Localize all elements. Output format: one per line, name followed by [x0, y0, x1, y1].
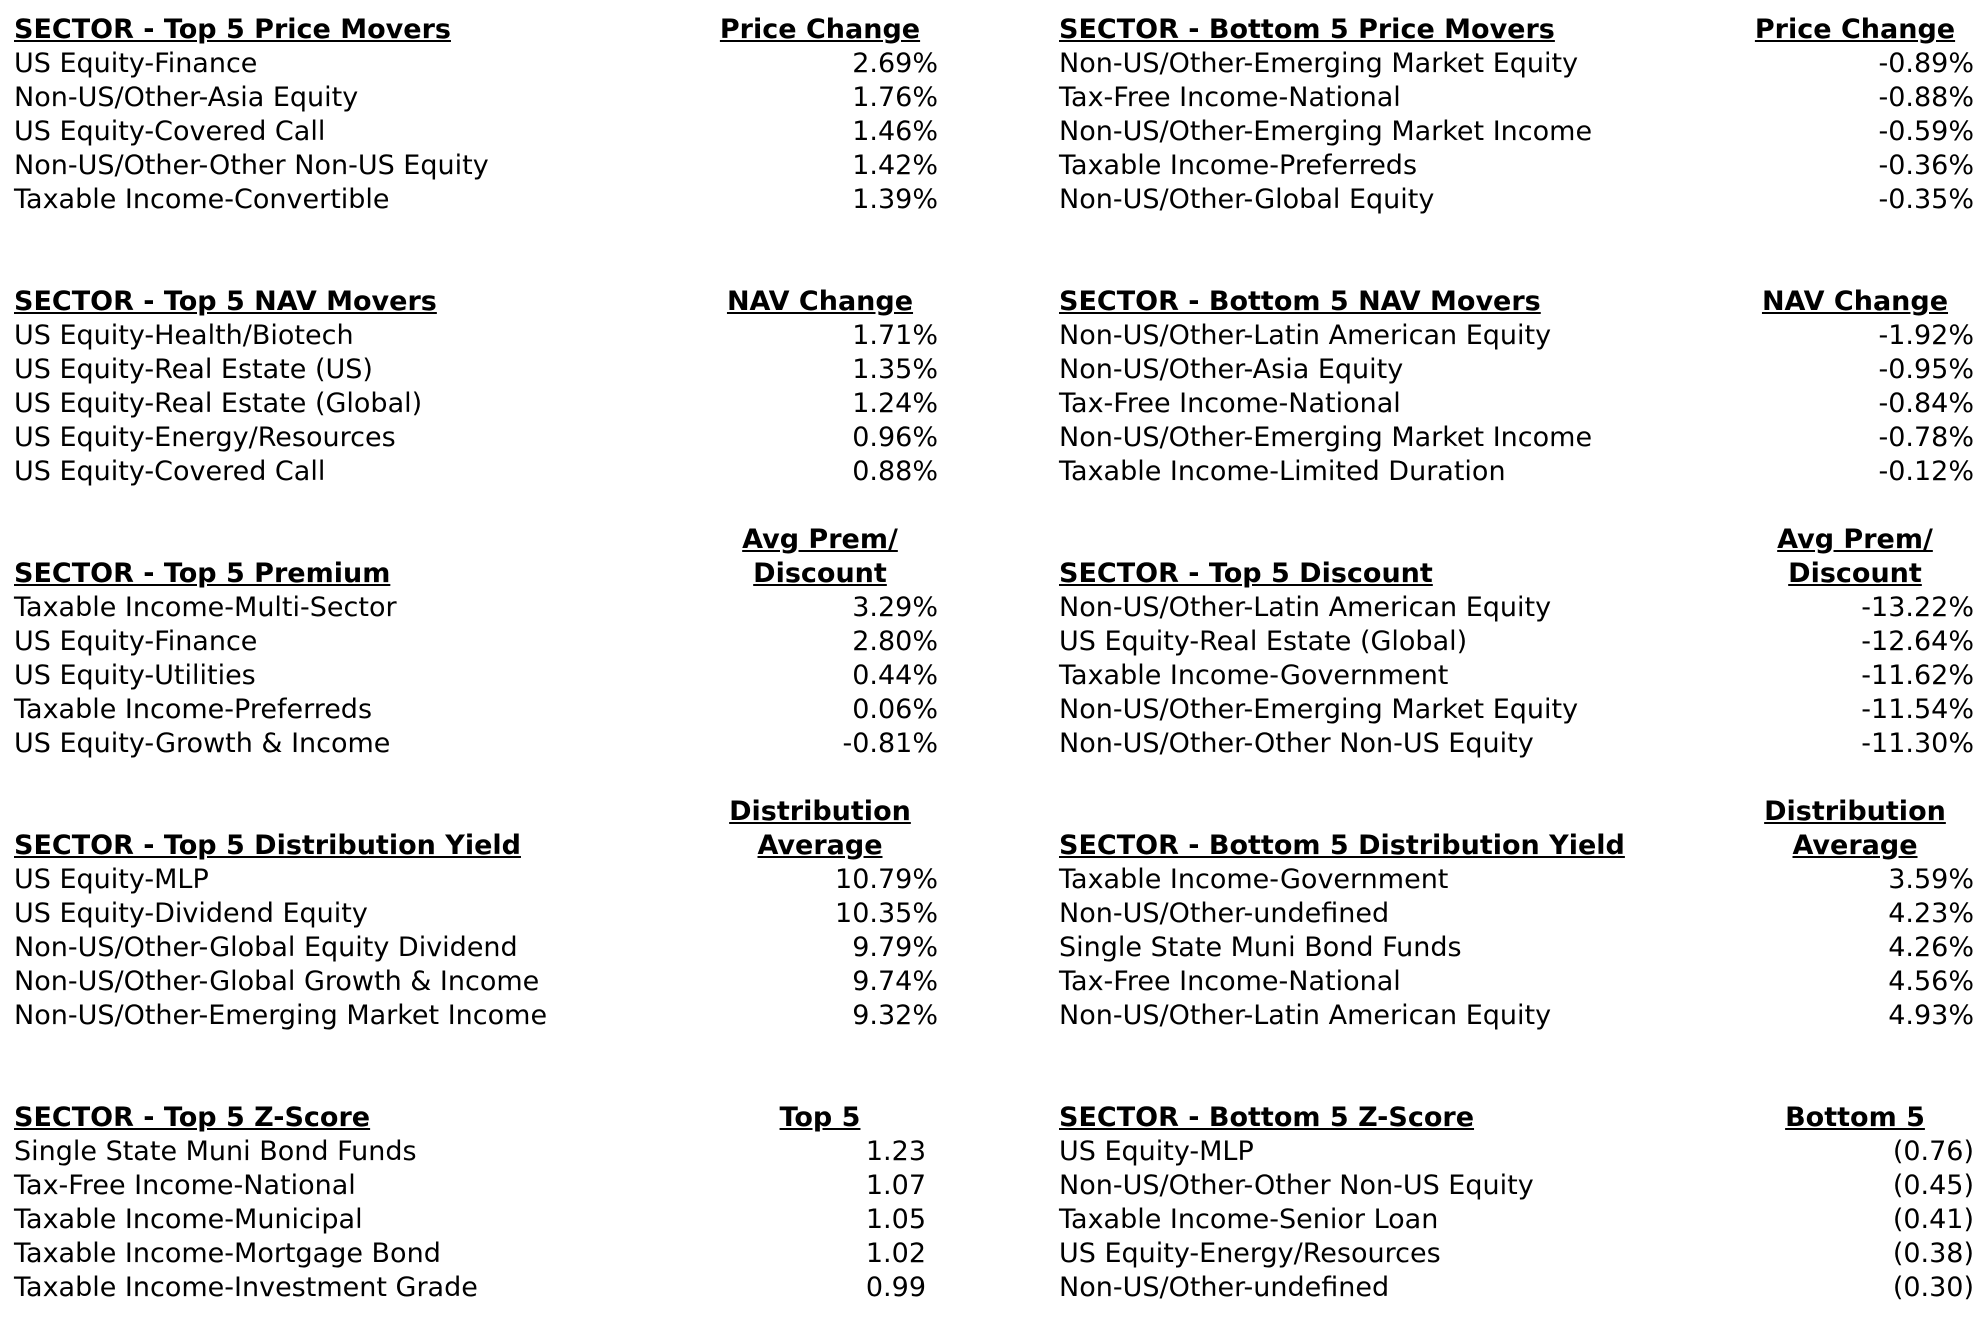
- sector-value: 1.24%: [852, 388, 938, 419]
- table-row: [14, 319, 938, 353]
- sector-value: 2.80%: [852, 626, 938, 657]
- sector-name: US Equity-Utilities: [14, 660, 256, 691]
- sector-name: Tax-Free Income-National: [1059, 388, 1401, 419]
- section-title: SECTOR - Bottom 5 Distribution Yield: [1059, 830, 1625, 861]
- metric-header-line2: Discount: [1788, 558, 1922, 589]
- sector-value: 2.69%: [852, 48, 938, 79]
- sector-value: 4.23%: [1888, 898, 1974, 929]
- table-row: [14, 421, 938, 455]
- section-title: SECTOR - Bottom 5 Price Movers: [1059, 14, 1555, 45]
- sector-value: 1.76%: [852, 82, 938, 113]
- table-row: [14, 149, 938, 183]
- sector-name: Taxable Income-Preferreds: [1059, 150, 1418, 181]
- table-row: [14, 693, 938, 727]
- sector-name: US Equity-Covered Call: [14, 116, 326, 147]
- sector-name: Non-US/Other-Asia Equity: [1059, 354, 1404, 385]
- table-row: [14, 897, 938, 931]
- table-row: [1059, 1135, 1974, 1169]
- table-row: [14, 183, 938, 217]
- table-row: [1059, 965, 1974, 999]
- sector-name: US Equity-MLP: [1059, 1136, 1254, 1167]
- sector-value: 10.35%: [835, 898, 938, 929]
- sector-name: Taxable Income-Limited Duration: [1059, 456, 1506, 487]
- sector-value: 1.02: [865, 1238, 926, 1269]
- table-row: [14, 81, 938, 115]
- sector-name: Non-US/Other-Emerging Market Income: [1059, 422, 1593, 453]
- sector-name: Non-US/Other-undefined: [1059, 1272, 1390, 1303]
- table-row: [1059, 455, 1974, 489]
- sector-value: 4.93%: [1888, 1000, 1974, 1031]
- table-row: [14, 931, 938, 965]
- metric-header-line1: Distribution: [1764, 796, 1946, 827]
- sector-value: -1.92%: [1878, 320, 1974, 351]
- metric-header: Price Change: [719, 14, 921, 45]
- sector-value: 10.79%: [835, 864, 938, 895]
- sector-value: (0.30): [1892, 1272, 1974, 1303]
- table-row: [1059, 727, 1974, 761]
- sector-name: Taxable Income-Multi-Sector: [14, 592, 397, 623]
- sector-name: Non-US/Other-Other Non-US Equity: [1059, 728, 1534, 759]
- table-row: [1059, 115, 1974, 149]
- sector-value: 1.46%: [852, 116, 938, 147]
- table-row: [14, 965, 938, 999]
- sector-name: Non-US/Other-Asia Equity: [14, 82, 359, 113]
- sector-value: -0.84%: [1878, 388, 1974, 419]
- metric-header: NAV Change: [1761, 286, 1949, 317]
- table-row: [14, 863, 938, 897]
- table-row: [14, 387, 938, 421]
- table-row: [14, 115, 938, 149]
- sector-value: -0.59%: [1878, 116, 1974, 147]
- sector-value: -0.88%: [1878, 82, 1974, 113]
- sector-name: Non-US/Other-Global Growth & Income: [14, 966, 540, 997]
- table-row: [1059, 1271, 1974, 1305]
- sector-name: US Equity-Dividend Equity: [14, 898, 368, 929]
- sector-name: Non-US/Other-Global Equity: [1059, 184, 1435, 215]
- sector-name: Taxable Income-Preferreds: [14, 694, 373, 725]
- metric-header: Price Change: [1754, 14, 1956, 45]
- table-row: [14, 659, 938, 693]
- metric-header: Bottom 5: [1785, 1102, 1925, 1133]
- sector-value: 0.44%: [852, 660, 938, 691]
- sector-value: 1.05: [865, 1204, 926, 1235]
- metric-header-line2: Discount: [753, 558, 887, 589]
- sector-name: Tax-Free Income-National: [1059, 966, 1401, 997]
- sector-name: Non-US/Other-Global Equity Dividend: [14, 932, 518, 963]
- table-row: [14, 591, 938, 625]
- table-row: [14, 999, 938, 1033]
- sector-value: (0.76): [1892, 1136, 1974, 1167]
- sector-name: Taxable Income-Government: [1059, 660, 1449, 691]
- table-row: [14, 1237, 938, 1271]
- sector-value: 3.29%: [852, 592, 938, 623]
- sector-name: US Equity-MLP: [14, 864, 209, 895]
- sector-value: 1.23: [865, 1136, 926, 1167]
- table-row: [1059, 1169, 1974, 1203]
- table-row: [1059, 47, 1974, 81]
- table-row: [1059, 421, 1974, 455]
- table-row: [14, 625, 938, 659]
- metric-header-line2: Average: [757, 830, 883, 861]
- sector-name: US Equity-Covered Call: [14, 456, 326, 487]
- sector-value: 1.39%: [852, 184, 938, 215]
- sector-name: Non-US/Other-Emerging Market Equity: [1059, 48, 1579, 79]
- sector-name: Single State Muni Bond Funds: [1059, 932, 1462, 963]
- sector-value: 4.26%: [1888, 932, 1974, 963]
- sector-value: -0.89%: [1878, 48, 1974, 79]
- sector-name: US Equity-Real Estate (Global): [14, 388, 423, 419]
- sector-value: 3.59%: [1888, 864, 1974, 895]
- sector-name: Tax-Free Income-National: [1059, 82, 1401, 113]
- sector-value: (0.41): [1892, 1204, 1974, 1235]
- sector-name: Non-US/Other-Other Non-US Equity: [1059, 1170, 1534, 1201]
- sector-value: 1.07: [865, 1170, 926, 1201]
- sector-value: 0.06%: [852, 694, 938, 725]
- sector-value: 0.99: [865, 1272, 926, 1303]
- section-title: SECTOR - Bottom 5 Z-Score: [1059, 1102, 1475, 1133]
- section-title: SECTOR - Top 5 NAV Movers: [14, 286, 437, 317]
- section-title: SECTOR - Top 5 Z-Score: [14, 1102, 371, 1133]
- sector-name: Taxable Income-Mortgage Bond: [14, 1238, 441, 1269]
- sector-value: 1.71%: [852, 320, 938, 351]
- sector-value: -12.64%: [1861, 626, 1974, 657]
- table-row: [14, 47, 938, 81]
- sector-name: Non-US/Other-Emerging Market Income: [1059, 116, 1593, 147]
- sector-name: US Equity-Energy/Resources: [1059, 1238, 1441, 1269]
- section-title: SECTOR - Top 5 Premium: [14, 558, 391, 589]
- sector-name: Non-US/Other-Other Non-US Equity: [14, 150, 489, 181]
- sector-value: 1.35%: [852, 354, 938, 385]
- sector-value: 0.96%: [852, 422, 938, 453]
- sector-name: Taxable Income-Investment Grade: [14, 1272, 478, 1303]
- sector-value: 9.74%: [852, 966, 938, 997]
- sector-name: US Equity-Real Estate (Global): [1059, 626, 1468, 657]
- table-row: [1059, 353, 1974, 387]
- sector-value: 9.32%: [852, 1000, 938, 1031]
- table-row: [14, 1271, 938, 1305]
- metric-header-line1: Distribution: [729, 796, 911, 827]
- section-title: SECTOR - Top 5 Discount: [1059, 558, 1433, 589]
- sector-value: -0.78%: [1878, 422, 1974, 453]
- table-row: [1059, 659, 1974, 693]
- table-row: [1059, 183, 1974, 217]
- sector-value: 0.88%: [852, 456, 938, 487]
- table-row: [1059, 693, 1974, 727]
- sector-name: Non-US/Other-Emerging Market Equity: [1059, 694, 1579, 725]
- table-row: [1059, 897, 1974, 931]
- section-title: SECTOR - Top 5 Distribution Yield: [14, 830, 521, 861]
- table-row: [1059, 319, 1974, 353]
- sector-name: Tax-Free Income-National: [14, 1170, 356, 1201]
- section-title: SECTOR - Bottom 5 NAV Movers: [1059, 286, 1541, 317]
- metric-header-line1: Avg Prem/: [1777, 524, 1933, 555]
- section-title: SECTOR - Top 5 Price Movers: [14, 14, 451, 45]
- sector-name: US Equity-Health/Biotech: [14, 320, 354, 351]
- sector-name: US Equity-Finance: [14, 626, 258, 657]
- sector-name: Non-US/Other-Latin American Equity: [1059, 592, 1552, 623]
- table-row: [14, 353, 938, 387]
- sector-name: US Equity-Finance: [14, 48, 258, 79]
- sector-name: Taxable Income-Convertible: [14, 184, 390, 215]
- table-row: [14, 1135, 938, 1169]
- table-row: [1059, 1203, 1974, 1237]
- sector-value: -0.81%: [842, 728, 938, 759]
- table-row: [1059, 1237, 1974, 1271]
- metric-header: NAV Change: [726, 286, 914, 317]
- sector-name: Taxable Income-Municipal: [14, 1204, 363, 1235]
- metric-header: Top 5: [779, 1102, 861, 1133]
- table-row: [14, 727, 938, 761]
- sector-name: Single State Muni Bond Funds: [14, 1136, 417, 1167]
- sector-value: -0.95%: [1878, 354, 1974, 385]
- table-row: [14, 1169, 938, 1203]
- sector-value: -11.62%: [1861, 660, 1974, 691]
- table-row: [1059, 149, 1974, 183]
- sector-value: -11.30%: [1861, 728, 1974, 759]
- table-row: [14, 455, 938, 489]
- table-row: [1059, 81, 1974, 115]
- sector-value: 9.79%: [852, 932, 938, 963]
- sector-value: -11.54%: [1861, 694, 1974, 725]
- sector-value: 1.42%: [852, 150, 938, 181]
- sector-name: Taxable Income-Government: [1059, 864, 1449, 895]
- table-row: [1059, 387, 1974, 421]
- table-row: [1059, 625, 1974, 659]
- table-row: [1059, 591, 1974, 625]
- sector-value: 4.56%: [1888, 966, 1974, 997]
- metric-header-line1: Avg Prem/: [742, 524, 898, 555]
- sector-value: -0.36%: [1878, 150, 1974, 181]
- sector-name: US Equity-Real Estate (US): [14, 354, 373, 385]
- sector-name: Taxable Income-Senior Loan: [1059, 1204, 1439, 1235]
- sector-value: -0.12%: [1878, 456, 1974, 487]
- sector-name: US Equity-Growth & Income: [14, 728, 391, 759]
- sector-value: -13.22%: [1861, 592, 1974, 623]
- sector-name: Non-US/Other-Emerging Market Income: [14, 1000, 548, 1031]
- table-row: [14, 1203, 938, 1237]
- metric-header-line2: Average: [1792, 830, 1918, 861]
- table-row: [1059, 931, 1974, 965]
- table-row: [1059, 999, 1974, 1033]
- sector-name: Non-US/Other-Latin American Equity: [1059, 320, 1552, 351]
- sector-value: (0.38): [1892, 1238, 1974, 1269]
- sector-name: Non-US/Other-undefined: [1059, 898, 1390, 929]
- sector-name: Non-US/Other-Latin American Equity: [1059, 1000, 1552, 1031]
- table-row: [1059, 863, 1974, 897]
- sector-value: (0.45): [1892, 1170, 1974, 1201]
- sector-name: US Equity-Energy/Resources: [14, 422, 396, 453]
- sector-value: -0.35%: [1878, 184, 1974, 215]
